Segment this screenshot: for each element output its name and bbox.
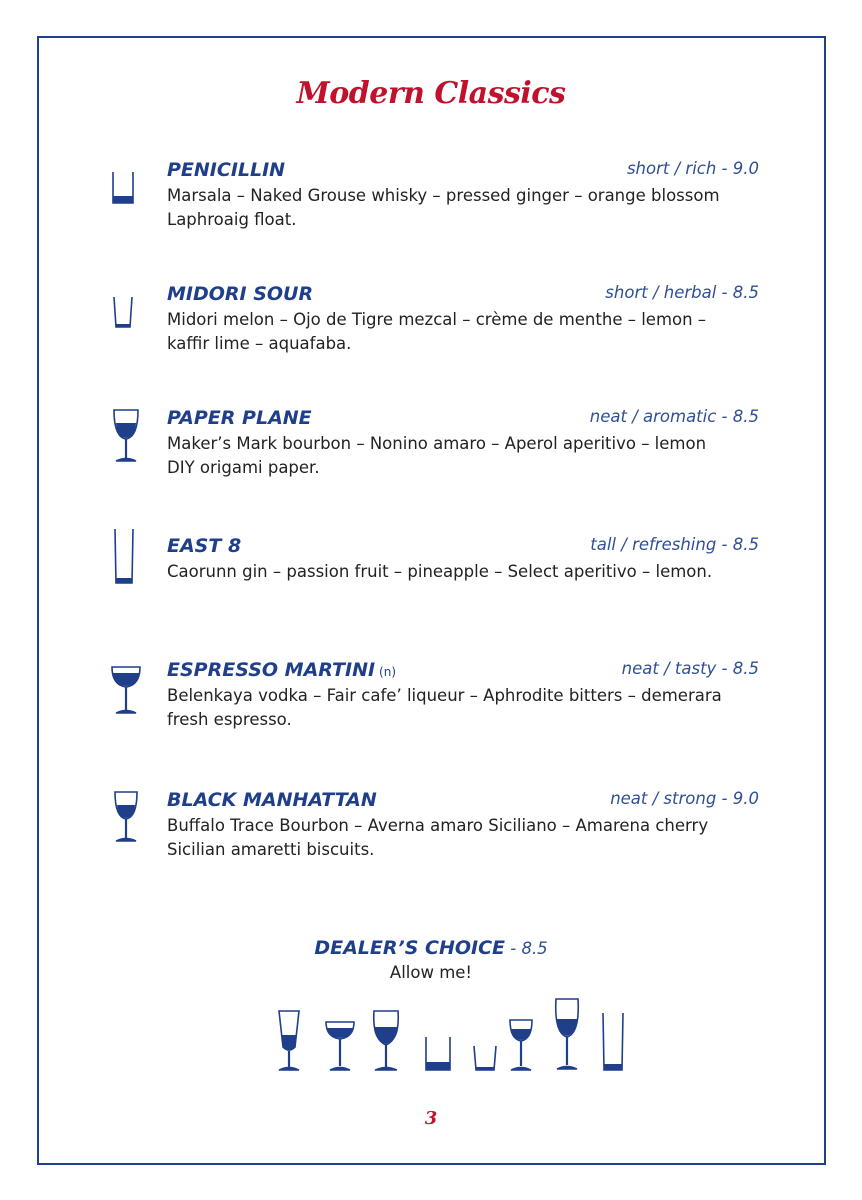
dealers-choice <box>0 937 862 982</box>
wine-glass-icon <box>556 999 579 1069</box>
item-style-price: short / herbal - 8.5 <box>605 283 759 302</box>
dealers-choice-heading: DEALER’S CHOICE - 8.5 <box>314 937 548 959</box>
item-name: PAPER PLANE <box>167 407 312 429</box>
nick-and-nora-glass-icon <box>510 1020 532 1070</box>
dealers-choice-subtitle: Allow me! <box>389 963 473 982</box>
item-name: MIDORI SOUR <box>167 283 314 305</box>
rocks-glass-icon <box>426 1037 450 1070</box>
nut-allergy-note: (n) <box>379 665 397 679</box>
description-line: Sicilian amaretti biscuits. <box>167 840 375 859</box>
item-style-price: tall / refreshing - 8.5 <box>590 535 759 554</box>
description-line: Laphroaig float. <box>167 210 297 229</box>
page-number: 3 <box>424 1108 438 1129</box>
description-line: Buffalo Trace Bourbon – Averna amaro Siciliano – Amarena cherry <box>167 816 709 835</box>
item-description <box>167 684 767 732</box>
description-line: Belenkaya vodka – Fair cafe’ liqueur – Aphrodite bitters – demerara <box>167 686 722 705</box>
item-style-price: short / rich - 9.0 <box>626 159 759 178</box>
item-style-price: neat / aromatic - 8.5 <box>589 407 759 426</box>
coupe-glass-icon <box>326 1022 354 1070</box>
nick-and-nora-glass-icon <box>108 407 144 465</box>
glassware-row <box>270 993 630 1075</box>
item-description <box>167 308 767 356</box>
item-name: EAST 8 <box>167 535 242 557</box>
nick-and-nora-glass-icon <box>108 789 144 845</box>
description-line: kaffir lime – aquafaba. <box>167 334 352 353</box>
flute-glass-icon <box>279 1011 299 1070</box>
highball-glass-icon <box>108 527 138 587</box>
highball-glass-icon <box>603 1013 623 1070</box>
description-line: Midori melon – Ojo de Tigre mezcal – crème de menthe – lemon – <box>167 310 707 329</box>
description-line: Caorunn gin – passion fruit – pineapple – Select aperitivo – lemon. <box>167 562 713 581</box>
tulip-glass-icon <box>374 1011 399 1070</box>
item-style-price: neat / tasty - 8.5 <box>621 659 759 678</box>
rocks-glass-icon <box>108 167 138 207</box>
rocks-glass-icon <box>108 293 138 331</box>
description-line: fresh espresso. <box>167 710 292 729</box>
page-title: Modern Classics <box>296 76 566 111</box>
item-style-price: neat / strong - 9.0 <box>610 789 759 808</box>
item-name: ESPRESSO MARTINI (n) <box>167 659 397 681</box>
item-description <box>167 814 767 862</box>
coupe-glass-icon <box>108 663 144 717</box>
item-description <box>167 560 767 584</box>
description-line: Marsala – Naked Grouse whisky – pressed ginger – orange blossom <box>167 186 720 205</box>
dealers-choice-price: - 8.5 <box>505 939 548 958</box>
small-rocks-glass-icon <box>474 1046 496 1070</box>
item-name: PENICILLIN <box>167 159 286 181</box>
item-description <box>167 184 767 232</box>
item-description <box>167 432 767 480</box>
item-name: BLACK MANHATTAN <box>167 789 377 811</box>
description-line: DIY origami paper. <box>167 458 320 477</box>
description-line: Maker’s Mark bourbon – Nonino amaro – Aperol aperitivo – lemon <box>167 434 707 453</box>
